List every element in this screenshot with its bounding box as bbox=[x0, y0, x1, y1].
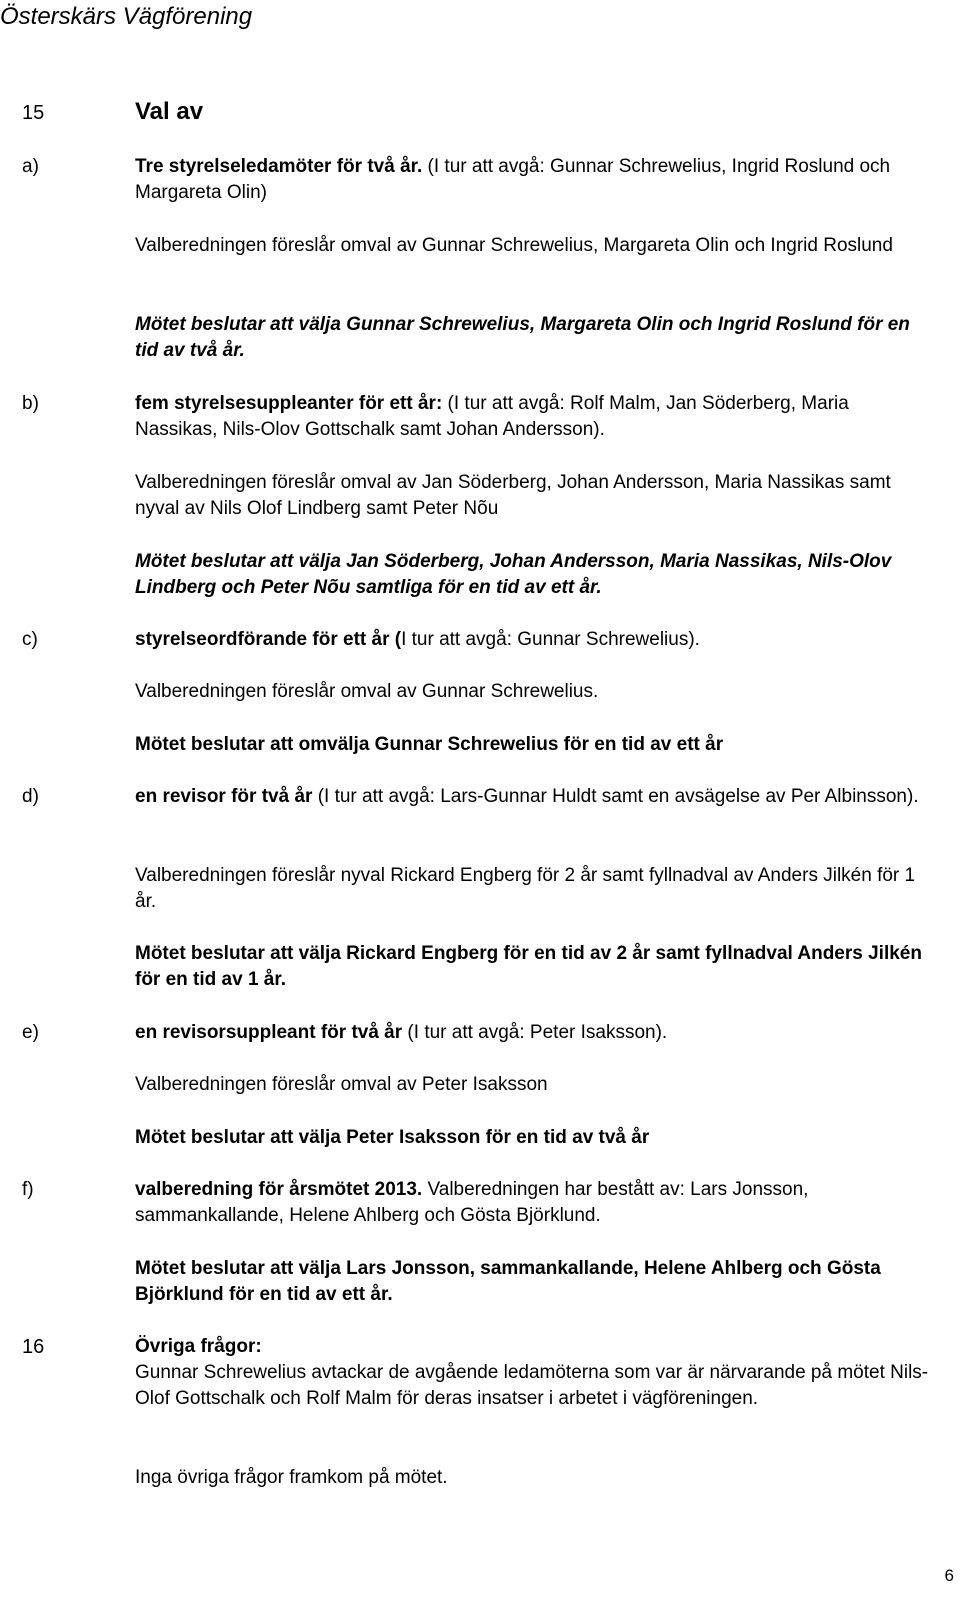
section-16-text: Gunnar Schrewelius avtackar de avgående ledamöterna som var är närvarande på mötet Nils-Olof Gottschalk och Rolf Malm för deras insatser i arbetet i vägföreningen. bbox=[135, 1362, 929, 1409]
item-c-proposal: Valberedningen föreslår omval av Gunnar Schrewelius. bbox=[135, 681, 599, 702]
item-c-heading: styrelseordförande för ett år ( bbox=[135, 629, 402, 650]
item-e-text bbox=[135, 1020, 935, 1046]
item-b-proposal: Valberedningen föreslår omval av Jan Söderberg, Johan Andersson, Maria Nassikas samt nyval av Nils Olof Lindberg samt Peter Nõu bbox=[135, 472, 891, 519]
item-e-intro: (I tur att avgå: Peter Isaksson). bbox=[402, 1022, 668, 1043]
item-b-heading: fem styrelsesuppleanter för ett år: bbox=[135, 393, 443, 414]
item-label-c: c) bbox=[22, 629, 38, 650]
item-b-text bbox=[135, 391, 935, 443]
item-d-decision: Mötet beslutar att välja Rickard Engberg för en tid av 2 år samt fyllnadval Anders Jilkén för en tid av 1 år. bbox=[135, 943, 922, 990]
item-d-proposal: Valberedningen föreslår nyval Rickard Engberg för 2 år samt fyllnadval av Anders Jilkén för 1 år. bbox=[135, 865, 916, 912]
page-number: 6 bbox=[944, 1566, 954, 1585]
item-c-decision: Mötet beslutar att omvälja Gunnar Schrewelius för en tid av ett år bbox=[135, 734, 724, 755]
section-number-15: 15 bbox=[22, 102, 45, 124]
item-e-decision: Mötet beslutar att välja Peter Isaksson för en tid av två år bbox=[135, 1127, 650, 1148]
item-label-b: b) bbox=[22, 393, 39, 414]
section-16-note: Inga övriga frågor framkom på mötet. bbox=[135, 1467, 448, 1488]
item-a-text bbox=[135, 154, 935, 206]
item-d-text bbox=[135, 784, 935, 810]
item-e-heading: en revisorsuppleant för två år bbox=[135, 1022, 403, 1043]
item-label-d: d) bbox=[22, 786, 39, 807]
item-e-proposal: Valberedningen föreslår omval av Peter Isaksson bbox=[135, 1074, 548, 1095]
item-f-intro: Valberedningen har bestått av: Lars Jonsson, sammankallande, Helene Ahlberg och Gösta Björklund. bbox=[135, 1179, 809, 1226]
document-header-title: Österskärs Vägförening bbox=[0, 3, 253, 30]
section-number-16: 16 bbox=[22, 1336, 45, 1358]
item-f-heading: valberedning för årsmötet 2013. bbox=[135, 1179, 423, 1200]
item-f-decision: Mötet beslutar att välja Lars Jonsson, sammankallande, Helene Ahlberg och Gösta Björklund för en tid av ett år. bbox=[135, 1258, 881, 1305]
item-a-intro: (I tur att avgå: Gunnar Schrewelius, Ingrid Roslund och Margareta Olin) bbox=[135, 156, 891, 203]
item-a-proposal: Valberedningen föreslår omval av Gunnar Schrewelius, Margareta Olin och Ingrid Roslund bbox=[135, 235, 893, 256]
item-a-heading: Tre styrelseledamöter för två år. bbox=[135, 156, 423, 177]
item-c-intro: I tur att avgå: Gunnar Schrewelius). bbox=[401, 629, 700, 650]
item-d-intro: (I tur att avgå: Lars-Gunnar Huldt samt en avsägelse av Per Albinsson). bbox=[312, 786, 919, 807]
item-b-decision: Mötet beslutar att välja Jan Söderberg, Johan Andersson, Maria Nassikas, Nils-Olov Lindberg och Peter Nõu samtliga för en tid av ett år. bbox=[135, 551, 892, 598]
item-d-heading: en revisor för två år bbox=[135, 786, 313, 807]
section-title-16: Övriga frågor: bbox=[135, 1336, 262, 1357]
item-label-e: e) bbox=[22, 1022, 39, 1043]
item-label-a: a) bbox=[22, 156, 39, 177]
item-c-text bbox=[135, 627, 935, 653]
section-title-15: Val av bbox=[135, 98, 204, 125]
item-b-intro: (I tur att avgå: Rolf Malm, Jan Söderberg, Maria Nassikas, Nils-Olov Gottschalk samt Johan Andersson). bbox=[135, 393, 849, 440]
item-label-f: f) bbox=[22, 1179, 34, 1200]
item-a-decision: Mötet beslutar att välja Gunnar Schrewelius, Margareta Olin och Ingrid Roslund för en tid av två år. bbox=[135, 314, 910, 361]
item-f-text bbox=[135, 1177, 935, 1229]
